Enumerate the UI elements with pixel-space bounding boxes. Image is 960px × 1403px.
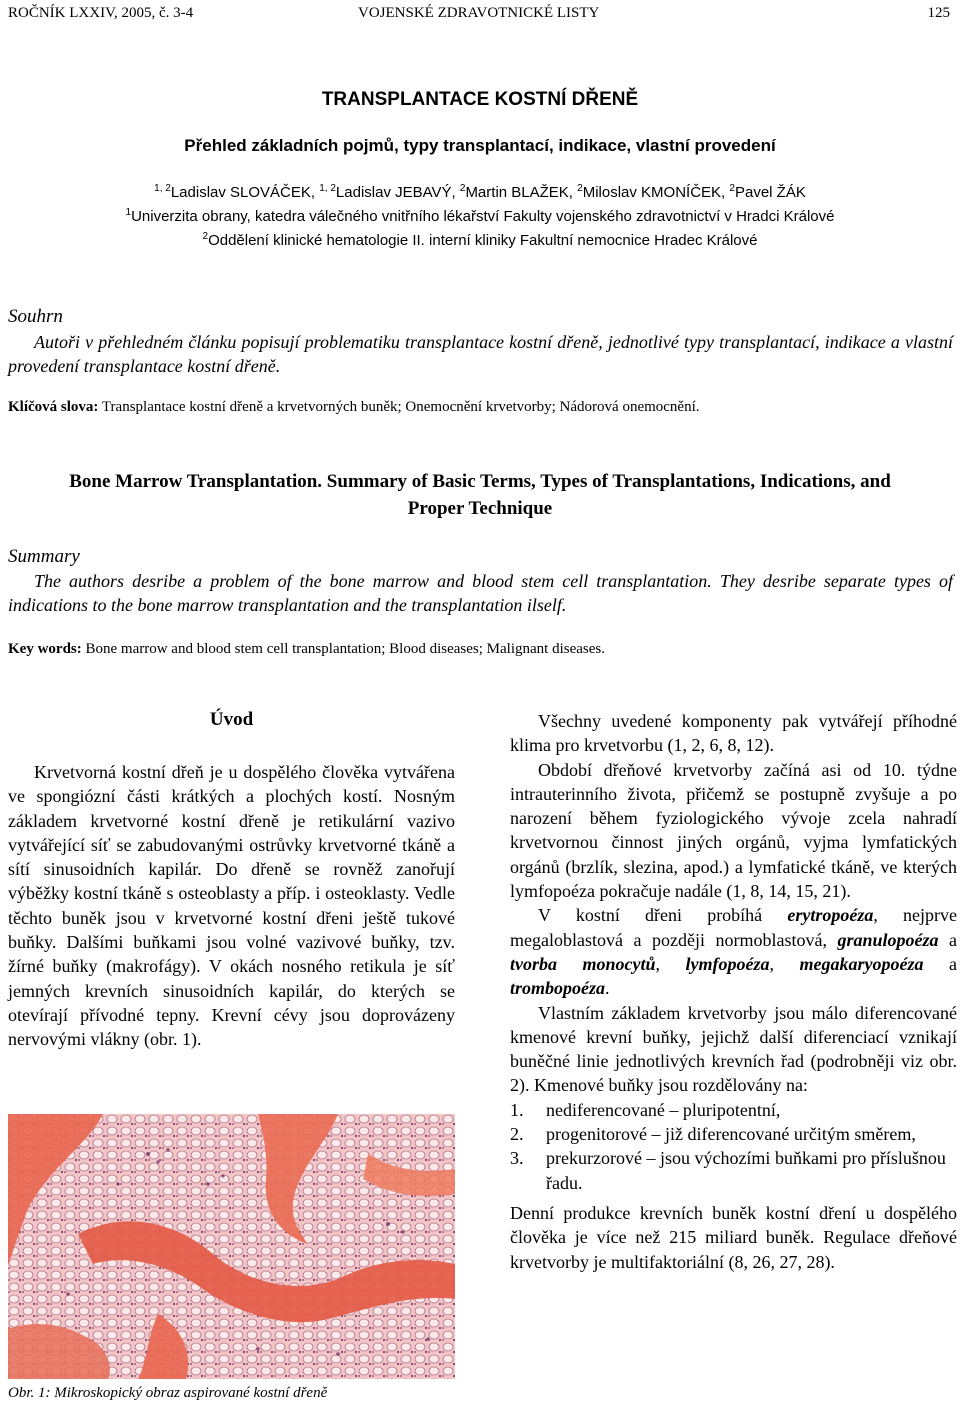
page-number: 125 xyxy=(927,5,950,21)
p3-text: a xyxy=(923,953,958,974)
right-paragraph-4: Vlastním základem krvetvorby jsou málo diferencované kmenové krevní buňky, jejichž další diferenciací vznikají buněčné linie jednotlivých krevních řad (podrobněji viz obr. 2). Kmenové buňky jsou rozdělovány na: xyxy=(510,1002,957,1096)
affiliation-sup: 1 xyxy=(125,207,132,218)
running-header-journal: VOJENSKÉ ZDRAVOTNICKÉ LISTY xyxy=(358,5,600,21)
english-keywords xyxy=(8,639,953,659)
affiliation-2 xyxy=(0,231,960,251)
souhrn-heading: Souhrn xyxy=(8,306,63,327)
p3-text: . xyxy=(605,978,610,999)
author-name: Martin BLAŽEK, xyxy=(465,184,578,201)
author-affil-sup: 2 xyxy=(729,183,735,194)
p3-text: V kostní dřeni probíhá xyxy=(538,905,788,926)
czech-keywords-label: Klíčová slova: xyxy=(8,399,99,415)
summary-heading: Summary xyxy=(8,546,80,567)
list-number: 2. xyxy=(510,1124,524,1145)
right-paragraph-1: Všechny uvedené komponenty pak vytvářejí příhodné klima pro krvetvorbu (1, 2, 6, 8, 12). xyxy=(510,711,957,756)
author-name: Pavel ŽÁK xyxy=(734,184,806,201)
english-title-line-2: Proper Technique xyxy=(407,498,553,519)
english-keywords-text: Bone marrow and blood stem cell transplantation; Blood diseases; Malignant diseases. xyxy=(81,641,605,657)
author-affil-sup: 2 xyxy=(577,183,583,194)
p3-text: , xyxy=(655,953,686,974)
bone-marrow-micrograph xyxy=(8,1114,455,1379)
author-affil-sup: 1, 2 xyxy=(319,183,336,194)
affiliation-sup: 2 xyxy=(202,231,209,242)
term-megakaryopoeza: megakaryopoéza xyxy=(799,953,924,974)
author-affil-sup: 2 xyxy=(459,183,466,194)
summary-text: The authors desribe a problem of the bone marrow and blood stem cell transplantation. They desribe separate types of indications to the bone marrow transplantation and the transplantation ilself. xyxy=(8,571,953,615)
affiliation-text: Univerzita obrany, katedra válečného vnitřního lékařství Fakulty vojenského zdravotnictví v Hradci Králové xyxy=(131,208,835,225)
author-name: Miloslav KMONÍČEK, xyxy=(582,184,730,201)
list-text: prekurzorové – jsou výchozími buňkami pro příslušnou řadu. xyxy=(546,1148,946,1193)
figure-caption: Obr. 1: Mikroskopický obraz aspirované kostní dřeně xyxy=(8,1385,328,1401)
right-paragraph-2: Období dřeňové krvetvorby začíná asi od 10. týdne intrauterinního života, přičemž se postupně zvyšuje a po narození během fyziologického vývoje zcela nahradí krvetvornou činnost jiných orgánů, vyjma lymfatických orgánů (brzlík, slezina, apod.) a lymfatické tkáně, ve kterých lymfopoéza pokračuje nadále (1, 8, 14, 15, 21). xyxy=(510,759,957,902)
left-column xyxy=(8,760,455,1052)
uvod-heading: Úvod xyxy=(209,709,254,730)
uvod-paragraph: Krvetvorná kostní dřeň je u dospělého člověka vytvářena ve spongiózní části krátkých a plochých kostí. Nosným základem krvetvorné kostní dřeně je retikulární vazivo vytvářející síť se zabudovanými ostrůvky krvetvorné tkáně a sítí sinusoidních kapilár. Do dřeně se rovněž zanořují výběžky kostní tkáně s osteoblasty a příp. i osteoklasty. Vedle těchto buněk jsou v krvetvorné kostní dřeni ještě tukové buňky. Dalšími buňkami jsou volné vazivové buňky, tzv. žírné buňky (makrofágy). V okách nosného retikula je síť jemných krevních sinusoidních kapilár, do kterých se otevírají přívodné tepny. Krevní cévy jsou doprovázeny nervovými vlákny (obr. 1). xyxy=(8,762,455,1050)
author-name: Ladislav JEBAVÝ, xyxy=(335,184,460,201)
list-text: progenitorové – již diferencované určitým směrem, xyxy=(546,1124,916,1145)
article-title: TRANSPLANTACE KOSTNÍ DŘENĚ xyxy=(321,89,639,110)
p3-text: , nejprve megaloblastová a později normoblastová, xyxy=(510,905,957,950)
list-item xyxy=(510,1122,957,1146)
authors-line xyxy=(0,183,960,203)
term-tvorba-monocytu: tvorba monocytů xyxy=(510,953,656,974)
term-lymfopoeza: lymfopoéza xyxy=(685,953,770,974)
right-column xyxy=(510,709,957,1274)
souhrn-text: Autoři v přehledném článku popisují problematiku transplantace kostní dřeně, jednotlivé typy transplantací, indikace a vlastní provedení transplantace kostní dřeně. xyxy=(8,332,953,376)
english-title-line-1: Bone Marrow Transplantation. Summary of Basic Terms, Types of Transplantations, Indications, and xyxy=(69,471,891,492)
english-title xyxy=(0,468,960,522)
affiliation-text: Oddělení klinické hematologie II. interní kliniky Fakultní nemocnice Hradec Králové xyxy=(208,232,758,249)
list-item xyxy=(510,1098,957,1122)
affiliation-1 xyxy=(0,207,960,227)
list-number: 3. xyxy=(510,1148,524,1169)
list-item xyxy=(510,1146,957,1195)
running-header-left: ROČNÍK LXXIV, 2005, č. 3-4 xyxy=(8,5,194,21)
term-erytropoeza: erytropoéza xyxy=(787,905,874,926)
term-granulopoeza: granulopoéza xyxy=(837,929,939,950)
author-affil-sup: 1, 2 xyxy=(154,183,171,194)
author-name: Ladislav SLOVÁČEK, xyxy=(170,184,320,201)
p3-text: a xyxy=(938,929,957,950)
p3-text: , xyxy=(769,953,800,974)
list-text: nediferencované – pluripotentní, xyxy=(546,1099,781,1120)
czech-keywords-text: Transplantace kostní dřeně a krvetvorných buněk; Onemocnění krvetvorby; Nádorová onemocnění. xyxy=(98,399,700,415)
article-subtitle: Přehled základních pojmů, typy transplantací, indikace, vlastní provedení xyxy=(184,136,776,155)
list-number: 1. xyxy=(510,1099,524,1120)
stem-cell-types-list xyxy=(510,1098,957,1195)
english-keywords-label: Key words: xyxy=(8,641,82,657)
czech-keywords xyxy=(8,397,953,417)
right-paragraph-5: Denní produkce krevních buněk kostní dření u dospělého člověka je více než 215 miliard buněk. Regulace dřeňové krvetvorby je multifaktoriální (8, 26, 27, 28). xyxy=(510,1202,957,1272)
right-paragraph-3 xyxy=(510,903,957,1000)
term-trombopoeza: trombopoéza xyxy=(510,978,606,999)
